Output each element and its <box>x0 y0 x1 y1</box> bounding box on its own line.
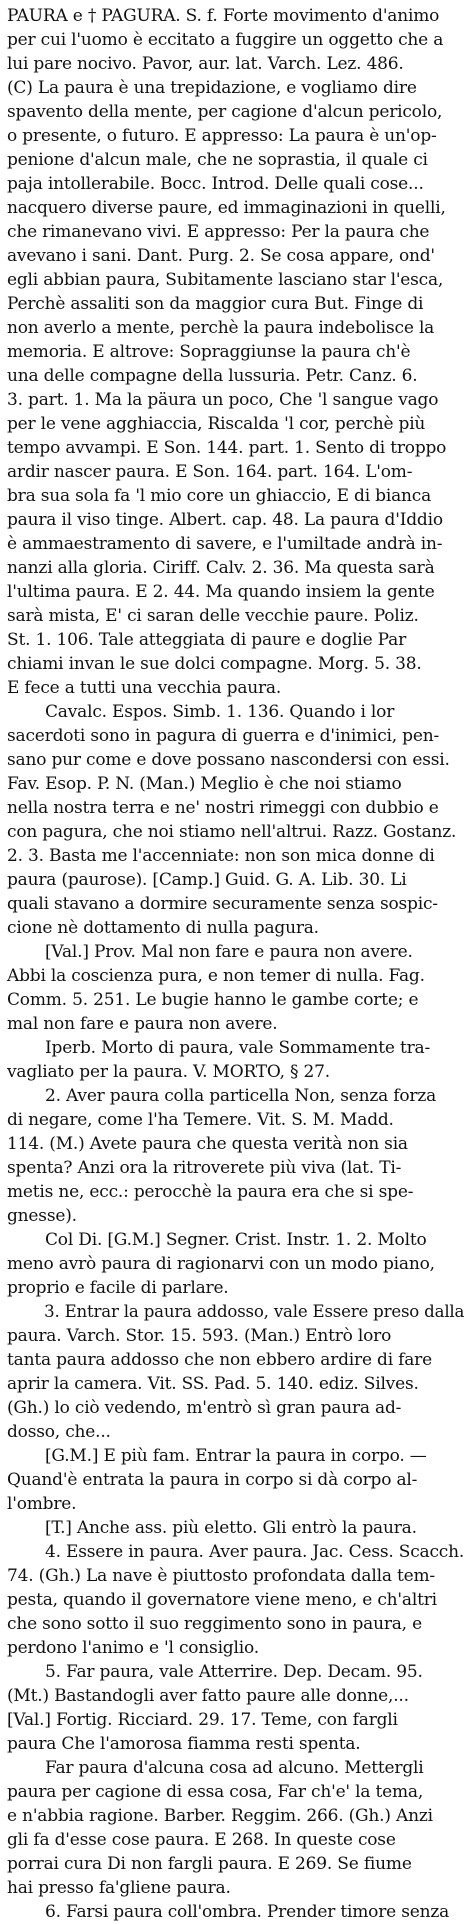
text-line: una delle compagne della lussuria. Petr. Canz. 6. <box>7 366 418 386</box>
text-line: 3. Entrar la paura addosso, vale Essere preso dalla <box>44 1302 465 1322</box>
text-line: 3. part. 1. Ma la päura un poco, Che 'l sangue vago <box>7 390 439 410</box>
text-line: per cui l'uomo è eccitato a fuggire un oggetto che a <box>7 30 444 50</box>
text-line: metis ne, ecc.: perocchè la paura era che si spe- <box>7 1182 414 1202</box>
text-line: con pagura, che noi stiamo nell'altrui. Razz. Gostanz. <box>7 822 457 842</box>
text-line: l'ultima paura. E 2. 44. Ma quando insiem la gente <box>7 582 435 602</box>
text-line: sano pur come e dove possano nascondersi con essi. <box>7 750 450 770</box>
text-line: per le vene agghiaccia, Riscalda 'l cor, perchè più <box>7 414 426 434</box>
text-line: paura. Varch. Stor. 15. 593. (Man.) Entrò loro <box>7 1326 392 1346</box>
text-line: paura per cagione di essa cosa, Far ch'e' la tema, <box>7 1782 424 1802</box>
text-line: Quand'è entrata la paura in corpo si dà corpo al- <box>7 1470 418 1490</box>
text-line: che rimanevano vivi. E appresso: Per la paura che <box>7 222 430 242</box>
text-line: gnesse). <box>7 1206 77 1226</box>
text-line: [G.M.] E più fam. Entrar la paura in corpo. — <box>45 1446 427 1466</box>
text-line: lui pare nocivo. Pavor, aur. lat. Varch. Lez. 486. <box>7 54 404 74</box>
text-line: 5. Far paura, vale Atterrire. Dep. Decam. 95. <box>45 1662 423 1682</box>
text-line: chiami invan le sue dolci compagne. Morg. 5. 38. <box>7 654 422 674</box>
text-line: di negare, come l'ha Temere. Vit. S. M. Madd. <box>7 1110 394 1130</box>
text-line: che sono sotto il suo reggimento sono in paura, e <box>7 1614 422 1634</box>
text-line: l'ombre. <box>7 1494 77 1514</box>
text-line: PAURA e † PAGURA. S. f. Forte movimento d'animo <box>7 6 440 26</box>
text-line: paura il viso tinge. Albert. cap. 48. La paura d'Iddio <box>7 510 443 530</box>
text-line: E fece a tutti una vecchia paura. <box>7 678 282 698</box>
text-line: [T.] Anche ass. più eletto. Gli entrò la paura. <box>45 1518 417 1538</box>
text-line: tempo avvampi. E Son. 144. part. 1. Sento di troppo <box>7 438 447 458</box>
text-line: Iperb. Morto di paura, vale Sommamente tra- <box>45 1038 431 1058</box>
text-line: Cavalc. Espos. Simb. 1. 136. Quando i lor <box>45 702 395 722</box>
text-line: Perchè assaliti son da maggior cura But. Finge di <box>7 294 424 314</box>
text-line: cione nè dottamento di nulla pagura. <box>7 918 319 938</box>
text-line: 4. Essere in paura. Aver paura. Jac. Cess. Scacch. <box>45 1542 465 1562</box>
text-line: vagliato per la paura. V. MORTO, § 27. <box>7 1062 330 1082</box>
text-line: proprio e facile di parlare. <box>7 1278 229 1298</box>
text-line: penione d'alcun male, che ne soprastia, il quale ci <box>7 150 428 170</box>
entry-text-column <box>7 4 465 1924</box>
text-line: Fav. Esop. P. N. (Man.) Meglio è che noi stiamo <box>7 774 402 794</box>
text-line: (C) La paura è una trepidazione, e vogliamo dire <box>7 78 417 98</box>
text-line: sacerdoti sono in pagura di guerra e d'inimici, pen- <box>7 726 440 746</box>
text-line: 2. Aver paura colla particella Non, senza forza <box>45 1086 437 1106</box>
text-line: paura (paurose). [Camp.] Guid. G. A. Lib. 30. Li <box>7 870 407 890</box>
text-line: ardir nascer paura. E Son. 164. part. 164. L'om- <box>7 462 413 482</box>
text-line: perdono l'animo e 'l consiglio. <box>7 1638 259 1658</box>
text-line: 2. 3. Basta me l'accenniate: non son mica donne di <box>7 846 435 866</box>
text-line: e n'abbia ragione. Barber. Reggim. 266. (Gh.) Anzi <box>7 1806 433 1826</box>
text-line: Col Di. [G.M.] Segner. Crist. Instr. 1. 2. Molto <box>45 1230 427 1250</box>
text-line: aprir la camera. Vit. SS. Pad. 5. 140. ediz. Silves. <box>7 1374 419 1394</box>
text-line: pesta, quando il governatore viene meno, e ch'altri <box>7 1590 437 1610</box>
text-line: (Gh.) lo ciò vedendo, m'entrò sì gran paura ad- <box>7 1398 402 1418</box>
text-line: spavento della mente, per cagione d'alcun pericolo, <box>7 102 443 122</box>
text-line: Abbi la coscienza pura, e non temer di nulla. Fag. <box>7 966 425 986</box>
text-line: dosso, che... <box>7 1422 111 1442</box>
text-line: 74. (Gh.) La nave è piuttosto profondata dalla tem- <box>7 1566 435 1586</box>
text-line: Comm. 5. 251. Le bugie hanno le gambe corte; e <box>7 990 419 1010</box>
text-line: nella nostra terra e ne' nostri rimeggi con dubbio e <box>7 798 439 818</box>
text-line: avevano i sani. Dant. Purg. 2. Se cosa appare, ond' <box>7 246 435 266</box>
text-line: paura Che l'amorosa fiamma resti spenta. <box>7 1734 361 1754</box>
text-line: è ammaestramento di savere, e l'umiltade andrà in- <box>7 534 443 554</box>
text-line: spenta? Anzi ora la ritroverete più viva (lat. Ti- <box>7 1158 402 1178</box>
text-line: St. 1. 106. Tale atteggiata di paure e doglie Par <box>7 630 407 650</box>
text-line: memoria. E altrove: Sopraggiunse la paura ch'è <box>7 342 411 362</box>
text-line: tanta paura addosso che non ebbero ardire di fare <box>7 1350 432 1370</box>
text-line: bra sua sola fa 'l mio core un ghiaccio, E di bianca <box>7 486 432 506</box>
text-line: hai presso fa'gliene paura. <box>7 1878 231 1898</box>
text-line: egli abbian paura, Subitamente lasciano star l'esca, <box>7 270 444 290</box>
text-line: [Val.] Prov. Mal non fare e paura non avere. <box>45 942 413 962</box>
text-line: mal non fare e paura non avere. <box>7 1014 278 1034</box>
text-line: o presente, o futuro. E appresso: La paura è un'op- <box>7 126 437 146</box>
text-line: meno avrò paura di ragionarvi con un modo piano, <box>7 1254 435 1274</box>
text-line: paja intollerabile. Bocc. Introd. Delle quali cose... <box>7 174 424 194</box>
text-line: nacquero diverse paure, ed immaginazioni in quelli, <box>7 198 446 218</box>
text-line: 6. Farsi paura coll'ombra. Prender timore senza <box>45 1902 450 1922</box>
text-line: porrai cura Di non fargli paura. E 269. Se fiume <box>7 1854 412 1874</box>
text-line: (Mt.) Bastandogli aver fatto paure alle donne,... <box>7 1686 409 1706</box>
text-line: 114. (M.) Avete paura che questa verità non sia <box>7 1134 408 1154</box>
text-line: nanzi alla gloria. Ciriff. Calv. 2. 36. Ma questa sarà <box>7 558 435 578</box>
text-line: sarà mista, E' ci saran delle vecchie paure. Poliz. <box>7 606 419 626</box>
text-line: gli fa d'esse cose paura. E 268. In queste cose <box>7 1830 396 1850</box>
text-line: [Val.] Fortig. Ricciard. 29. 17. Teme, con fargli <box>7 1710 398 1730</box>
text-line: non averlo a mente, perchè la paura indebolisce la <box>7 318 435 338</box>
text-line: quali stavano a dormire securamente senza sospic- <box>7 894 438 914</box>
text-line: Far paura d'alcuna cosa ad alcuno. Mettergli <box>45 1758 424 1778</box>
